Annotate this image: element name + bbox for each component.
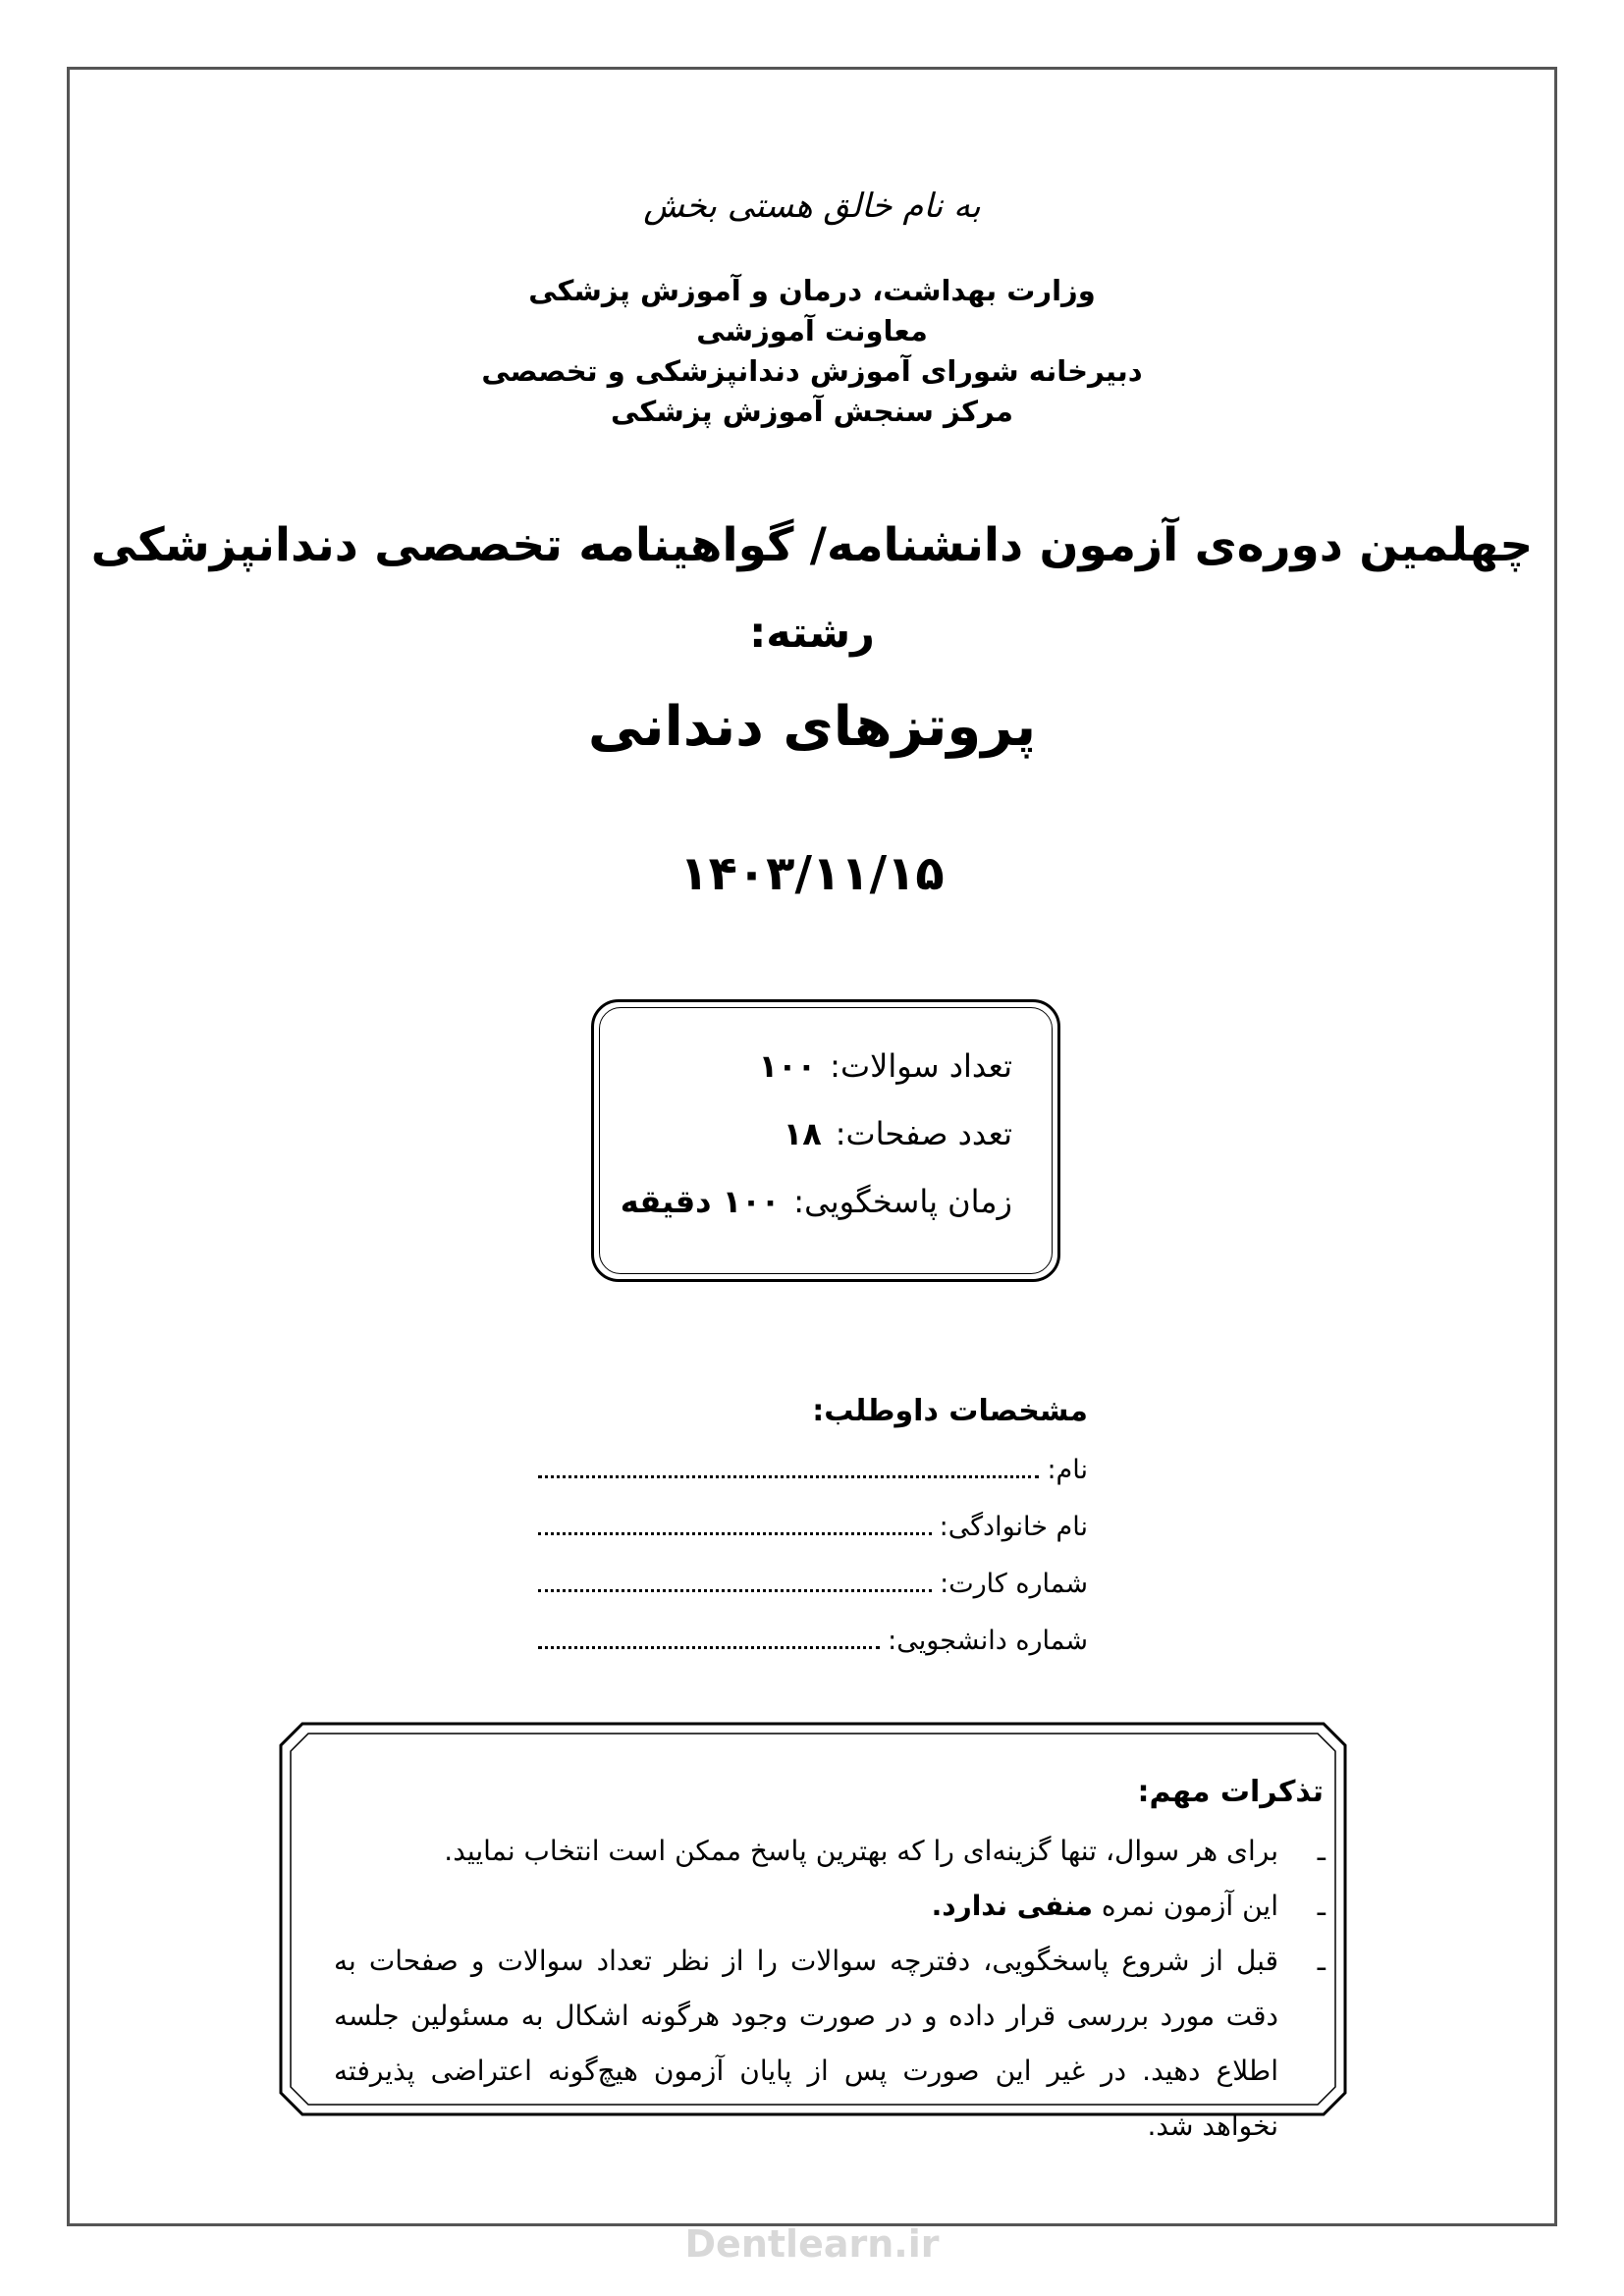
field-label: رشته: [749,609,875,658]
pages-count-label: تعدد صفحات: [835,1115,1012,1152]
candidate-student-number-field[interactable] [538,1626,1088,1656]
questions-count-value: ۱۰۰ [758,1047,817,1085]
answer-time-label: زمان پاسخگویی: [793,1183,1012,1220]
note-text: ـ قبل از شروع پاسخگویی، دفترچه سوالات را از نظر تعداد سوالات و صفحات به دقت مورد بررسی قرار داده و در صورت وجود هرگونه اشکال به مسئولین جلسه اطلاع دهید. در غیر این صورت پس از پایان آزمون هیچ‌گونه اعتراضی پذیرفته نخواهد شد. [334,1945,1278,2142]
dotted-line [538,1475,1039,1478]
candidate-card-number-label: شماره کارت: [940,1569,1088,1599]
notes-title: تذکرات مهم: [1137,1775,1324,1809]
note-item [334,1824,1326,1879]
note-text-prefix: این آزمون نمره [1101,1890,1278,1922]
answer-time-row [621,1183,1012,1220]
note-item [334,1879,1326,1934]
dotted-line [538,1589,932,1592]
candidate-name-field[interactable] [538,1455,1088,1485]
org-line-ministry: وزارت بهداشت، درمان و آموزش پزشکی [528,274,1096,307]
candidate-family-name-label: نام خانوادگی: [939,1512,1088,1542]
dotted-line [538,1532,932,1535]
dotted-line [538,1646,880,1649]
questions-count-label: تعداد سوالات: [830,1047,1012,1085]
candidate-heading: مشخصات داوطلب: [812,1394,1088,1428]
exam-title: چهلمین دوره‌ی آزمون دانشنامه/ گواهینامه تخصصی دندانپزشکی [90,518,1534,572]
exam-date: ۱۴۰۳/۱۱/۱۵ [679,846,945,901]
candidate-student-number-label: شماره دانشجویی: [888,1626,1088,1656]
org-line-deputy: معاونت آموزشی [696,314,928,347]
org-line-secretariat: دبیرخانه شورای آموزش دندانپزشکی و تخصصی [481,354,1143,388]
candidate-family-name-field[interactable] [538,1512,1088,1542]
org-line-assessment-center: مرکز سنجش آموزش پزشکی [611,395,1013,428]
candidate-name-label: نام: [1047,1455,1088,1485]
pages-count-row [784,1115,1012,1152]
note-text: ـ برای هر سوال، تنها گزینه‌ای را که بهترین پاسخ ممکن است انتخاب نمایید. [444,1835,1278,1867]
field-name: پروتزهای دندانی [587,695,1037,759]
questions-count-row [759,1047,1012,1085]
answer-time-value: ۱۰۰ دقیقه [620,1183,781,1220]
pages-count-value: ۱۸ [783,1115,822,1152]
note-text [334,1879,1278,1934]
exam-info-box [591,999,1060,1282]
note-item [334,1934,1326,2154]
basmala: به نام خالق هستی بخش [643,187,981,226]
candidate-card-number-field[interactable] [538,1569,1088,1599]
watermark: Dentlearn.ir [684,2222,940,2266]
note-text-emphasis: منفی ندارد. [931,1890,1093,1922]
